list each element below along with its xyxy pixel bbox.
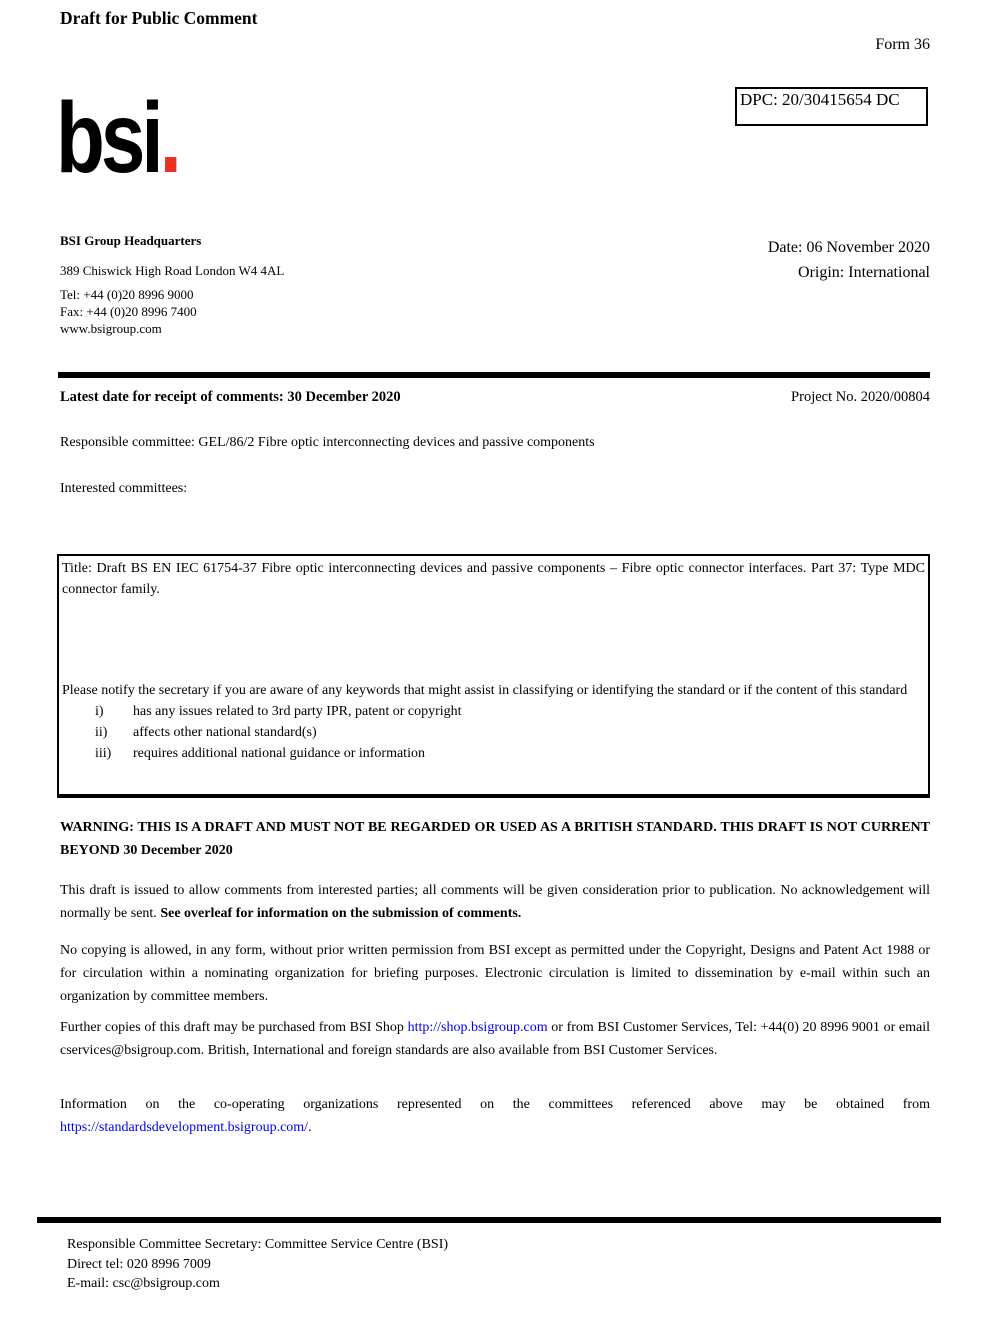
form-number-label: Form 36 — [875, 36, 930, 53]
origin-line: Origin: International — [798, 264, 930, 281]
project-number-label: Project No. 2020/00804 — [791, 389, 930, 405]
top-divider-rule — [58, 372, 930, 378]
footer-divider-rule — [37, 1217, 941, 1223]
list-item-text: requires additional national guidance or information — [133, 746, 425, 761]
latest-date-row — [60, 389, 930, 406]
standards-development-link[interactable]: https://standardsdevelopment.bsigroup.com/ — [60, 1120, 309, 1135]
standard-title-text: Title: Draft BS EN IEC 61754-37 Fibre optic interconnecting devices and passive components – Fibre optic connector interfaces. Part 37: Type MDC connector family. — [62, 561, 925, 597]
cooperating-paragraph-pre: Information on the co-operating organizations represented on the committees referenced above may be obtained from — [60, 1097, 930, 1112]
list-item — [62, 701, 925, 722]
title-box — [57, 554, 930, 798]
headquarters-address: 389 Chiswick High Road London W4 4AL — [60, 263, 285, 278]
list-item-text: affects other national standard(s) — [133, 725, 317, 740]
headquarters-name: BSI Group Headquarters — [60, 233, 202, 248]
headquarters-tel: Tel: +44 (0)20 8996 9000 — [60, 287, 194, 302]
date-line: Date: 06 November 2020 — [767, 239, 930, 256]
dpc-number-box — [735, 87, 928, 126]
list-item — [62, 722, 925, 743]
list-item — [62, 743, 925, 764]
bsi-logo — [56, 82, 178, 194]
copyright-paragraph: No copying is allowed, in any form, without prior written permission from BSI except as permitted under the Copyright, Designs and Patent Act 1988 or for circulation within a nominating organization for briefing purposes. Electronic circulation is limited to dissemination by e-mail within such an organization by committee members. — [60, 943, 930, 1004]
footer-email-line: E-mail: csc@bsigroup.com — [67, 1276, 220, 1291]
cooperating-paragraph — [60, 1093, 930, 1139]
footer-direct-tel-line: Direct tel: 020 8996 7009 — [67, 1256, 211, 1272]
bsi-shop-link[interactable]: http://shop.bsigroup.com — [407, 1020, 548, 1035]
latest-date-label: Latest date for receipt of comments: 30 December 2020 — [60, 389, 401, 405]
purchase-paragraph-pre: Further copies of this draft may be purchased from BSI Shop — [60, 1020, 408, 1035]
cooperating-paragraph-post: . — [308, 1120, 312, 1135]
footer-contact-block — [67, 1235, 448, 1294]
notify-items-list — [62, 701, 925, 764]
headquarters-block — [60, 232, 284, 337]
comments-paragraph — [60, 879, 930, 925]
draft-for-public-comment-heading: Draft for Public Comment — [60, 8, 258, 28]
date-origin-block — [768, 235, 930, 285]
list-item-marker: ii) — [95, 725, 108, 740]
see-overleaf-bold-text: See overleaf for information on the submission of comments. — [160, 906, 522, 921]
purchase-paragraph — [60, 1016, 930, 1062]
notify-secretary-text: Please notify the secretary if you are aware of any keywords that might assist in classifying or identifying the standard or if the content of this standard — [62, 683, 908, 698]
responsible-committee-line: Responsible committee: GEL/86/2 Fibre optic interconnecting devices and passive components — [60, 435, 595, 450]
headquarters-fax: Fax: +44 (0)20 8996 7400 — [60, 304, 197, 319]
footer-secretary-line: Responsible Committee Secretary: Committee Service Centre (BSI) — [67, 1237, 449, 1252]
dpc-number-text: DPC: 20/30415654 DC — [740, 90, 900, 109]
headquarters-website: www.bsigroup.com — [60, 321, 162, 336]
interested-committees-line: Interested committees: — [60, 481, 188, 496]
bsi-logo-red-dot: . — [159, 82, 178, 194]
comments-paragraph-text: This draft is issued to allow comments from interested parties; all comments will be given consideration prior to publication. No acknowledgement will normally be sent. — [60, 883, 930, 921]
list-item-marker: i) — [95, 704, 104, 719]
list-item-text: has any issues related to 3rd party IPR, patent or copyright — [133, 704, 462, 719]
purchase-paragraph-post: or from BSI Customer Services, Tel: +44(0) 20 8996 9001 or email cservices@bsigroup.com. British, International and foreign standards are also available from BSI Customer Services. — [60, 1020, 930, 1058]
bsi-logo-text: bsi — [56, 82, 160, 194]
list-item-marker: iii) — [95, 746, 112, 761]
draft-warning-text: WARNING: THIS IS A DRAFT AND MUST NOT BE REGARDED OR USED AS A BRITISH STANDARD. THIS DRAFT IS NOT CURRENT BEYOND 30 December 2020 — [60, 820, 930, 858]
